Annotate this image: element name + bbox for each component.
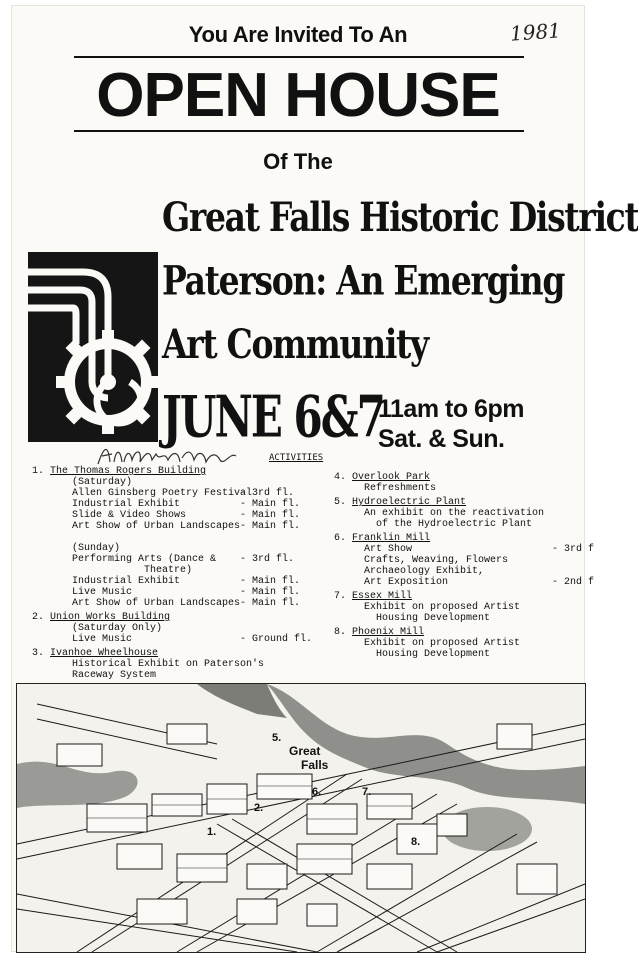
activity-heading xyxy=(334,533,584,544)
activities-heading: ACTIVITIES xyxy=(269,453,324,463)
activity-line xyxy=(32,554,332,565)
activity-number: 6. xyxy=(334,533,347,544)
activity-number: 7. xyxy=(334,591,347,602)
activity-line xyxy=(334,613,584,624)
activity-text: Historical Exhibit on Paterson's xyxy=(72,659,265,670)
map-drawing xyxy=(17,684,585,952)
activity-line xyxy=(32,477,332,488)
map-marker-7: 7. xyxy=(362,786,372,798)
map-marker-8: 8. xyxy=(411,836,421,848)
activity-number: 4. xyxy=(334,472,347,483)
activity-text: Theatre) xyxy=(72,565,193,576)
map-label-falls: Falls xyxy=(301,758,329,772)
activity-text: Industrial Exhibit xyxy=(72,576,181,587)
activity-text: Exhibit on proposed Artist xyxy=(364,602,521,613)
activity-number: 5. xyxy=(334,497,347,508)
activity-line xyxy=(334,638,584,649)
activity-heading xyxy=(32,612,332,623)
activity-line xyxy=(334,508,584,519)
map-marker-6: 6. xyxy=(312,786,322,798)
activity-text: Performing Arts (Dance & xyxy=(72,554,217,565)
activity-text: An exhibit on the reactivation xyxy=(364,508,545,519)
event-hours: 11am to 6pm xyxy=(378,395,524,423)
activity-text: Art Show of Urban Landscapes xyxy=(72,521,241,532)
activity-line xyxy=(32,598,332,609)
headline-line-1: Great Falls Historic District xyxy=(162,193,638,241)
activity-text: (Saturday) xyxy=(72,477,133,488)
open-house-title: OPEN HOUSE xyxy=(96,61,500,130)
activity-text: Crafts, Weaving, Flowers xyxy=(364,555,509,566)
headline-line-3: Art Community xyxy=(162,320,428,368)
map-marker-2: 2. xyxy=(254,802,264,814)
headline xyxy=(162,186,638,376)
activity-location: - 2nd f xyxy=(552,577,595,588)
event-date: JUNE 6&7 xyxy=(162,384,384,451)
activity-line xyxy=(32,576,332,587)
activity-text: (Sunday) xyxy=(72,543,121,554)
activity-line xyxy=(334,483,584,494)
activity-location: - 3rd fl. xyxy=(240,488,295,499)
activity-venue: Hydroelectric Plant xyxy=(352,497,467,508)
handwritten-year: 1981 xyxy=(509,18,562,46)
activity-line xyxy=(32,659,332,670)
district-map xyxy=(16,683,586,953)
activity-location: - 3rd f xyxy=(552,544,595,555)
activity-text: Archaeology Exhibit, xyxy=(364,566,485,577)
activities-list-right xyxy=(334,472,595,663)
activity-text: Allen Ginsberg Poetry Festival xyxy=(72,488,253,499)
activity-location: - Main fl. xyxy=(240,521,301,532)
activity-venue: The Thomas Rogers Building xyxy=(50,466,207,477)
activity-line xyxy=(32,670,332,681)
activity-text: Art Show xyxy=(364,544,413,555)
activity-line xyxy=(334,566,584,577)
activity-number: 3. xyxy=(32,648,45,659)
activity-heading xyxy=(32,466,332,477)
activity-venue: Essex Mill xyxy=(352,591,413,602)
activity-text: Slide & Video Shows xyxy=(72,510,187,521)
flyer-page xyxy=(12,6,638,951)
activity-number: 8. xyxy=(334,627,347,638)
map-label-great: Great xyxy=(289,744,321,758)
activity-heading xyxy=(32,648,332,659)
activity-venue: Ivanhoe Wheelhouse xyxy=(50,648,159,659)
activity-location: - Main fl. xyxy=(240,587,301,598)
activity-heading xyxy=(334,497,584,508)
activity-venue: Franklin Mill xyxy=(352,533,431,544)
event-times xyxy=(378,394,524,454)
great-falls-gear-logo-icon xyxy=(28,252,158,442)
bottom-rule xyxy=(74,130,524,132)
activity-location: - 3rd fl. xyxy=(240,554,295,565)
activity-text: Live Music xyxy=(72,634,133,645)
activity-location: - Ground fl. xyxy=(240,634,313,645)
activity-line xyxy=(32,543,332,554)
activity-text: Industrial Exhibit xyxy=(72,499,181,510)
top-rule xyxy=(74,56,524,58)
activity-line xyxy=(32,488,332,499)
invitation-line: You Are Invited To An xyxy=(188,22,408,47)
activity-heading xyxy=(334,591,584,602)
activity-text: Housing Development xyxy=(364,613,491,624)
activity-line xyxy=(32,532,332,543)
activity-line xyxy=(334,544,595,555)
of-the-line: Of The xyxy=(263,149,333,174)
allen-ginsberg-signature-icon xyxy=(94,440,244,468)
activities-list-left xyxy=(32,466,332,684)
activity-line xyxy=(334,519,584,530)
activity-line xyxy=(32,499,332,510)
activity-line xyxy=(32,623,332,634)
activity-number: 1. xyxy=(32,466,45,477)
event-days: Sat. & Sun. xyxy=(378,425,505,453)
activity-line xyxy=(32,587,332,598)
activity-text: Live Music xyxy=(72,587,133,598)
activity-text: Art Exposition xyxy=(364,577,449,588)
activity-venue: Phoenix Mill xyxy=(352,627,425,638)
activity-line xyxy=(334,555,584,566)
activity-text: Raceway System xyxy=(72,670,157,681)
headline-line-2: Paterson: An Emerging xyxy=(162,256,565,305)
activity-number: 2. xyxy=(32,612,45,623)
activity-line xyxy=(32,521,332,532)
activity-location: - Main fl. xyxy=(240,510,301,521)
map-marker-1: 1. xyxy=(207,826,217,838)
activity-text: Exhibit on proposed Artist xyxy=(364,638,521,649)
activity-location: - Main fl. xyxy=(240,576,301,587)
activity-line xyxy=(32,634,332,645)
activity-text: (Saturday Only) xyxy=(72,623,163,634)
activity-line xyxy=(334,577,595,588)
map-marker-5: 5. xyxy=(272,732,282,744)
activity-venue: Overlook Park xyxy=(352,472,431,483)
activity-line xyxy=(32,565,332,576)
activity-line xyxy=(334,602,584,613)
activity-text: Refreshments xyxy=(364,483,437,494)
activity-heading xyxy=(334,472,584,483)
activity-heading xyxy=(334,627,584,638)
activity-line xyxy=(334,649,584,660)
activity-text: Art Show of Urban Landscapes xyxy=(72,598,241,609)
activity-location: - Main fl. xyxy=(240,598,301,609)
activity-location: - Main fl. xyxy=(240,499,301,510)
activity-line xyxy=(32,510,332,521)
activity-venue: Union Works Building xyxy=(50,612,171,623)
activity-text: of the Hydroelectric Plant xyxy=(364,519,533,530)
activity-text: Housing Development xyxy=(364,649,491,660)
